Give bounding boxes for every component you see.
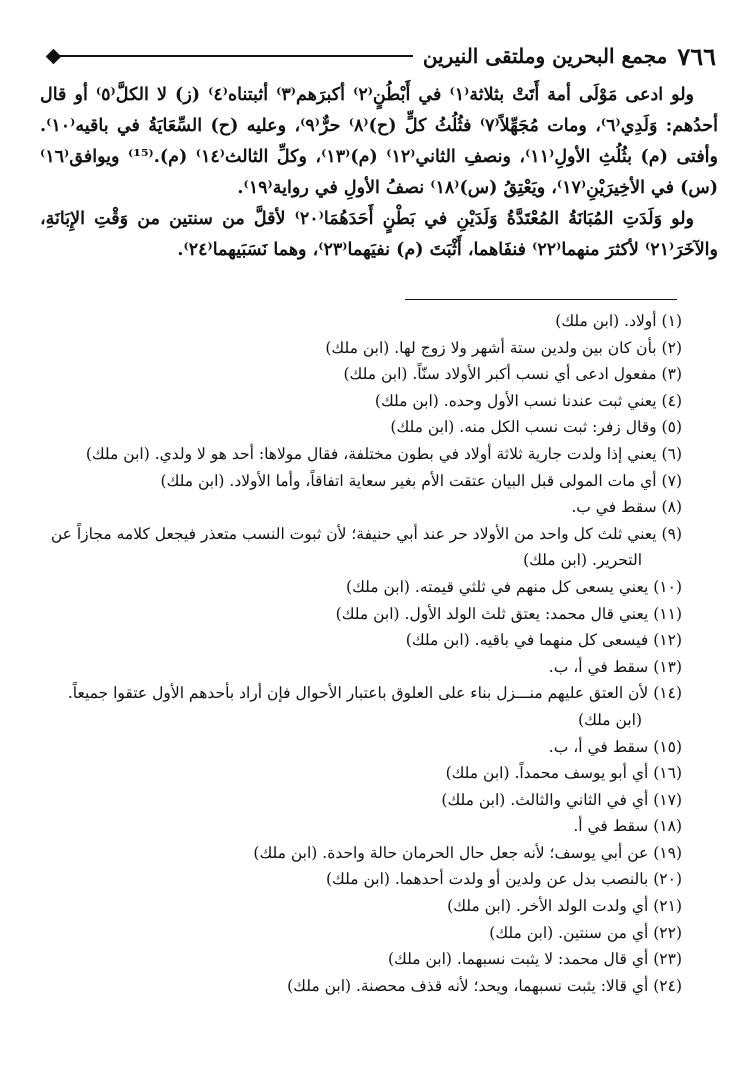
footnote-text: يعني قال محمد: يعتق ثلث الولد الأول.	[404, 604, 649, 623]
footnote	[40, 335, 682, 362]
footnote-citation: (ابن ملك)	[343, 365, 408, 384]
footnote	[40, 920, 682, 947]
footnote-citation: (ابن ملك)	[374, 391, 439, 410]
footnote-number: (٢٠)	[653, 870, 682, 889]
footnote-text: أولاد.	[624, 312, 657, 330]
footnote	[40, 627, 682, 654]
footnote-number: (١٥)	[653, 737, 682, 756]
footnote	[40, 361, 682, 388]
footnote	[40, 787, 682, 814]
footnote-text: بأن كان بين ولدين ستة أشهر ولا زوج لها.	[394, 338, 657, 357]
footnote	[40, 813, 682, 840]
footnote-text: أي مات المولى قبل البيان عتقت الأم بغير سعاية اتفاقاً، وأما الأولاد.	[229, 471, 657, 490]
footnote-text: سقط في أ، ب.	[548, 657, 649, 676]
footnote-number: (٩)	[661, 524, 682, 543]
footnote	[40, 866, 682, 893]
footnote-text: سقط في أ، ب.	[548, 737, 649, 756]
footnote	[40, 308, 682, 335]
footnote	[40, 946, 682, 973]
footnote-citation: (ابن ملك)	[335, 604, 400, 623]
diamond-ornament-icon	[46, 48, 62, 64]
footnote-number: (٥)	[661, 418, 682, 437]
footnote-text: أي أبو يوسف محمداً.	[514, 764, 649, 783]
footnote	[40, 494, 682, 521]
footnote-citation: (ابن ملك)	[445, 764, 510, 783]
header-rule	[55, 55, 413, 57]
main-text	[40, 80, 718, 266]
footnote	[40, 760, 682, 787]
footnote	[40, 734, 682, 761]
footnote	[40, 388, 682, 415]
footnote-text: سقط في ب.	[571, 498, 657, 517]
footnote-citation: (ابن ملك)	[489, 923, 554, 942]
running-title: مجمع البحرين وملتقى النيرين	[422, 44, 668, 68]
footnote	[40, 973, 682, 1000]
page-number: ٧٦٦	[677, 41, 716, 71]
footnote-number: (٢٢)	[653, 923, 682, 942]
footnote-text: وقال زفر: ثبت نسب الكل منه.	[459, 418, 657, 437]
footnote-text: أي ولدت الولد الأخر.	[516, 897, 649, 916]
footnote	[40, 893, 682, 920]
main-paragraph-1: ولو ادعى مَوْلَى أمة أَتَتْ بثلاثة⁽١⁾ في أَبْطُنٍ⁽٢⁾ أكبرَهم⁽٣⁾ أثبتناه⁽٤⁾ (ز) لا الكلَّ⁽٥⁾ أو قال أحدُهم: وَلَدِي⁽٦⁾، ومات مُجَهِّلاً⁽٧⁾ فثُلُثُ كلٍّ (ح)⁽٨⁾ حرٌّ⁽٩⁾، وعليه (ح) السِّعَايَةُ في باقيه⁽١٠⁾. وأفتى (م) بثُلُثِ الأولِ⁽١١⁾، ونصفِ الثاني⁽١٢⁾ (م)⁽١٣⁾، وكلِّ الثالث⁽١٤⁾ (م).⁽¹⁵⁾ ويوافق⁽١٦⁾ (س) في الأخِيرَيْنِ⁽١٧⁾، ويَعْتِقُ (س)⁽١٨⁾ نصفُ الأولِ في رواية⁽١٩⁾.	[40, 85, 718, 198]
footnote-text: يعني ثلث كل واحد من الأولاد حر عند أبي حنيفة؛ لأن ثبوت النسب متعذر فيجعل كلامه مجازاً عن التحرير.	[50, 524, 657, 570]
footnote-citation: (ابن ملك)	[388, 950, 452, 969]
footnote-number: (١٣)	[653, 657, 682, 676]
footnote-text: فيسعى كل منهما في باقيه.	[474, 631, 649, 650]
footnote-number: (٤)	[661, 391, 682, 410]
footnote	[40, 574, 682, 601]
footnote	[40, 840, 682, 867]
footnote-number: (٢١)	[653, 897, 682, 916]
footnote-citation: (ابن ملك)	[85, 444, 150, 463]
footnote-citation: (ابن ملك)	[390, 418, 455, 437]
footnote-citation: (ابن ملك)	[441, 790, 506, 809]
footnote	[40, 654, 682, 681]
footnotes	[40, 308, 682, 999]
main-paragraph-2: ولو وَلَدَتِ المُبَانَةُ المُعْتَدَّةُ وَلَدَيْنِ في بَطْنٍ أَحَدَهُمَا⁽٢٠⁾ لأقلَّ من سنتين من وَقْتِ الإِبَانَةِ، والآخَرَ⁽٢١⁾ لأكثرَ منهما⁽٢٢⁾ فنفَاهما، أَثْبَتَ (م) نفيَهما⁽٢٣⁾، وهما نَسَبَيهما⁽٢٤⁾.	[40, 209, 718, 260]
footnote-citation: (ابن ملك)	[160, 471, 225, 490]
footnote-number: (٢٣)	[653, 950, 682, 969]
footnote-number: (٢٤)	[653, 976, 682, 995]
footnote-text: أي من سنتين.	[558, 923, 649, 942]
footnote-number: (٧)	[661, 471, 682, 490]
footnote-text: مفعول ادعى أي نسب أكبر الأولاد سنّاً.	[412, 365, 657, 384]
footnote-citation: (ابن ملك)	[325, 338, 390, 357]
footnote-text: لأن العتق عليهم منـــزل بناء على العلوق باعتبار الأحوال فإن أراد بأحدهم الأول عتقوا جميعاً.	[67, 684, 649, 703]
footnote-number: (١٧)	[653, 790, 682, 809]
footnote-citation: (ابن ملك)	[555, 312, 620, 330]
footnote	[40, 680, 682, 733]
footnote-citation: (ابن ملك)	[578, 710, 642, 729]
footnote-number: (١٢)	[653, 631, 682, 650]
footnote-text: بالنصب بدل عن ولدين أو ولدت أحدهما.	[394, 870, 649, 889]
footnote	[40, 468, 682, 495]
footnote-number: (١٠)	[653, 577, 682, 596]
footnote	[40, 521, 682, 574]
footnote-text: سقط في أ.	[573, 817, 649, 836]
footnote-citation: (ابن ملك)	[523, 551, 587, 570]
footnote-number: (٨)	[661, 498, 682, 517]
footnote-number: (١٩)	[653, 843, 682, 862]
footnote-number: (٦)	[661, 444, 682, 463]
footnote-text: يعني يسعى كل منهم في ثلثي قيمته.	[414, 577, 649, 596]
footnote-citation: (ابن ملك)	[325, 870, 390, 889]
footnote-number: (٢)	[661, 338, 682, 357]
footnote-text: يعني إذا ولدت جارية ثلاثة أولاد في بطون مختلفة، فقال مولاها: أحد هو لا ولدي.	[154, 444, 657, 463]
footnote	[40, 414, 682, 441]
footnote-number: (٣)	[661, 365, 682, 384]
footnote-text: أي في الثاني والثالث.	[510, 790, 649, 809]
footnote-separator	[405, 299, 677, 300]
footnote-citation: (ابن ملك)	[346, 577, 410, 596]
footnote-number: (١٨)	[653, 817, 682, 836]
footnote-text: أي قالا: يثبت نسبهما، ويحد؛ لأنه قذف محصنة.	[356, 976, 649, 995]
footnote	[40, 441, 682, 468]
footnote-number: (١١)	[653, 604, 682, 623]
footnote-citation: (ابن ملك)	[405, 631, 470, 650]
footnote-text: عن أبي يوسف؛ لأنه جعل حال الحرمان حالة واحدة.	[322, 843, 649, 862]
footnote-number: (١٤)	[653, 684, 682, 703]
footnote-citation: (ابن ملك)	[447, 897, 512, 916]
footnote	[40, 601, 682, 628]
footnote-citation: (ابن ملك)	[287, 976, 352, 995]
footnote-text: يعني ثبت عندنا نسب الأول وحده.	[443, 391, 657, 410]
footnote-text: أي قال محمد: لا يثبت نسبهما.	[456, 950, 649, 969]
page-header	[44, 36, 716, 76]
footnote-citation: (ابن ملك)	[253, 843, 318, 862]
footnote-number: (١)	[661, 312, 682, 330]
footnote-number: (١٦)	[653, 764, 682, 783]
